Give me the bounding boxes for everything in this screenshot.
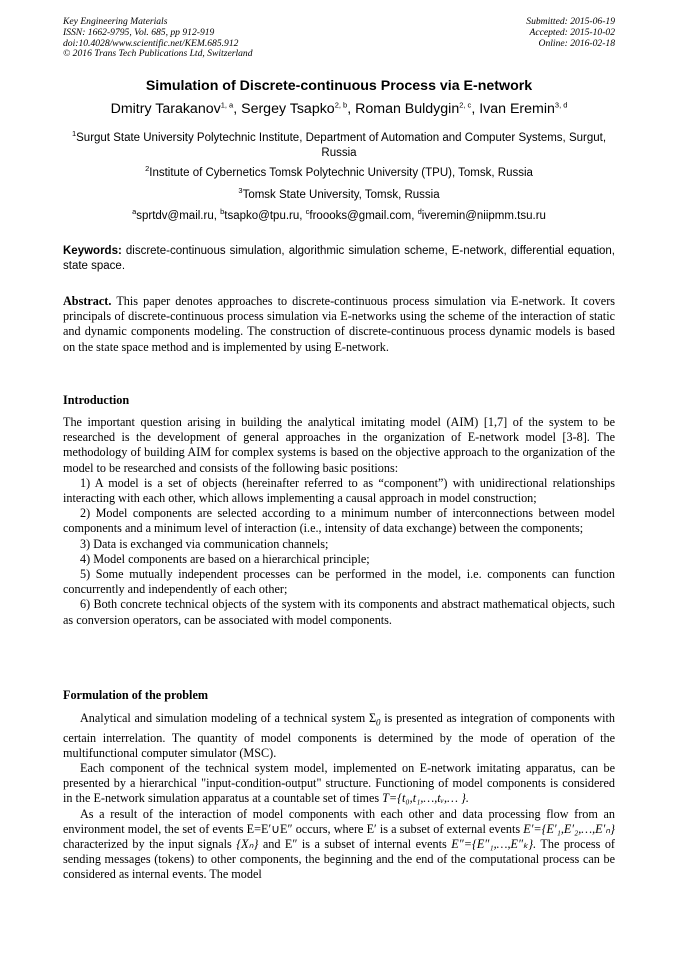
text-run: is presented as integration of components with certain interrelation. The quantity of model components is determined by the mode of operation of the multifunctional computer simulator (MSC).: [63, 711, 615, 760]
math-set: E′={E′₁,E′₂,…,E′ₙ}: [523, 821, 616, 836]
email-sup: a: [132, 207, 137, 217]
list-item: 2) Model components are selected according to a minimum number of interconnections between model components and a minimum level of interaction (i.e., intensity of data exchange) between the components;: [63, 506, 615, 536]
author-name: Dmitry Tarakanov: [110, 101, 221, 117]
section-heading-introduction: Introduction: [63, 393, 130, 407]
affiliation-text: Institute of Cybernetics Tomsk Polytechnic University (TPU), Tomsk, Russia: [149, 167, 533, 179]
affiliation-text: Tomsk State University, Tomsk, Russia: [242, 189, 440, 201]
author-sup: 2, b: [334, 100, 348, 110]
keywords-text: discrete-continuous simulation, algorithmic simulation scheme, E-network, differential equation, state space.: [63, 245, 615, 272]
author-sup: 3, d: [554, 100, 568, 110]
math-symbol: Σ: [368, 711, 377, 725]
text-run: and E″ is a subset of internal events: [262, 837, 447, 852]
email-sup: c: [305, 207, 310, 217]
email-sup: b: [220, 207, 225, 217]
math-set: E″={E″₁,…,E″ₖ}.: [451, 837, 537, 852]
author-name: Ivan Eremin: [479, 101, 555, 117]
email-link[interactable]: sprtdv@mail.ru: [136, 210, 214, 222]
list-item: 1) A model is a set of objects (hereinafter referred to as “component”) with unidirectional relationships interacting with each other, which allows implementing a causal approach in model construction;: [63, 475, 615, 506]
email-link[interactable]: iveremin@niipmm.tsu.ru: [421, 210, 546, 222]
abstract-label: Abstract.: [63, 294, 112, 308]
date-online: Online: 2016-02-18: [538, 37, 615, 49]
journal-name: Key Engineering Materials: [63, 16, 168, 27]
affiliation-sup: 2: [145, 164, 150, 174]
journal-info: [63, 17, 253, 60]
paper-title: Simulation of Discrete-continuous Process via E-network: [145, 78, 533, 94]
abstract: [63, 294, 615, 355]
author-sup: 2, c: [459, 100, 472, 110]
section-heading-formulation: Formulation of the problem: [63, 688, 209, 702]
text-run: characterized by the input signals: [63, 837, 232, 852]
email-sup: d: [417, 207, 422, 217]
affiliation-1: [63, 131, 615, 161]
formulation-body: [63, 711, 615, 883]
email-link[interactable]: froooks@gmail.com: [309, 210, 412, 222]
affiliation-sup: 3: [238, 186, 243, 196]
journal-doi: doi:10.4028/www.scientific.net/KEM.685.912: [63, 37, 239, 49]
affiliation-2: [63, 166, 615, 181]
intro-paragraph: The important question arising in building the analytical imitating model (AIM) [1,7] of the system to be researched is the development of general approaches in the organization of E-network model [3-8]. The methodology of building AIM for complex systems is based on the objective approach to the organization of the model to be researched and consists of the following basic positions:: [63, 415, 615, 475]
affiliation-3: [63, 188, 615, 203]
date-submitted: Submitted: 2015-06-19: [526, 16, 615, 27]
keywords-label: Keywords:: [63, 245, 122, 257]
math-set: {Xₙ}: [236, 837, 259, 852]
introduction-body: [63, 415, 615, 628]
affiliation-text: Surgut State University Polytechnic Institute, Department of Automation and Computer Systems, Surgut, Russia: [76, 132, 607, 159]
text-run: The process of sending messages (tokens) to other components, the beginning and the end of the computational process can be considered as internal events. The model: [63, 837, 615, 882]
math-subscript: 0: [376, 717, 381, 728]
text-run: Each component of the technical system model, implemented on E-network imitating apparatus, can be presented by a hierarchical "input-condition-output" structure. Functioning of model components is considered in the E-network simulation apparatus at a countable set of times: [63, 761, 615, 806]
list-item: 6) Both concrete technical objects of the system with its components and abstract mathematical objects, such as conversion operators, can be associated with model components.: [63, 597, 615, 627]
date-accepted: Accepted: 2015-10-02: [529, 26, 615, 38]
email-link[interactable]: tsapko@tpu.ru: [224, 210, 300, 222]
list-item: 4) Model components are based on a hierarchical principle;: [80, 551, 370, 566]
formulation-paragraph: [63, 761, 615, 807]
math-set: T={t₀,t₁,…,tᵥ,… }.: [382, 791, 469, 806]
submission-dates: [526, 17, 615, 49]
formulation-paragraph: [63, 711, 615, 761]
keywords: [63, 244, 615, 273]
text-run: Analytical and simulation modeling of a technical system: [80, 711, 366, 725]
journal-copyright: © 2016 Trans Tech Publications Ltd, Switzerland: [63, 48, 253, 60]
email-list: $^a$sprtdv@mail.ru, $^b$tsapko@tpu.ru, $^c$froooks@gmail.com, $^d$iveremin@niipmm.tsu.ru: [132, 207, 546, 222]
journal-issn: ISSN: 1662-9795, Vol. 685, pp 912-919: [63, 26, 215, 38]
list-item: 5) Some mutually independent processes can be performed in the model, i.e. components can function concurrently and independently of each other;: [63, 567, 615, 597]
list-item: 3) Data is exchanged via communication channels;: [80, 536, 329, 551]
author-name: Sergey Tsapko: [241, 101, 335, 117]
abstract-text: This paper denotes approaches to discrete-continuous process simulation via E-network. It covers principals of discrete-continuous process simulation via E-networks using the scheme of the interaction of static and dynamic components modeling. The construction of discrete-continuous process dynamic models is based on the state space method and is implemented by using E-network.: [63, 294, 615, 354]
author-sup: 1, a: [220, 100, 234, 110]
text-run: As a result of the interaction of model components with each other and data processing flow from an environment model, the set of events E=E′∪E″ occurs, where E′ is a subset of external events: [63, 806, 615, 836]
author-list: Dmitry Tarakanov$^{1, a}$, Sergey Tsapko$^{2, b}$, Roman Buldygin$^{2, c}$, Ivan Eremin$^{3, d}$: [110, 100, 568, 117]
affiliation-sup: 1: [71, 129, 77, 139]
author-name: Roman Buldygin: [355, 101, 460, 117]
formulation-paragraph: [63, 807, 615, 883]
